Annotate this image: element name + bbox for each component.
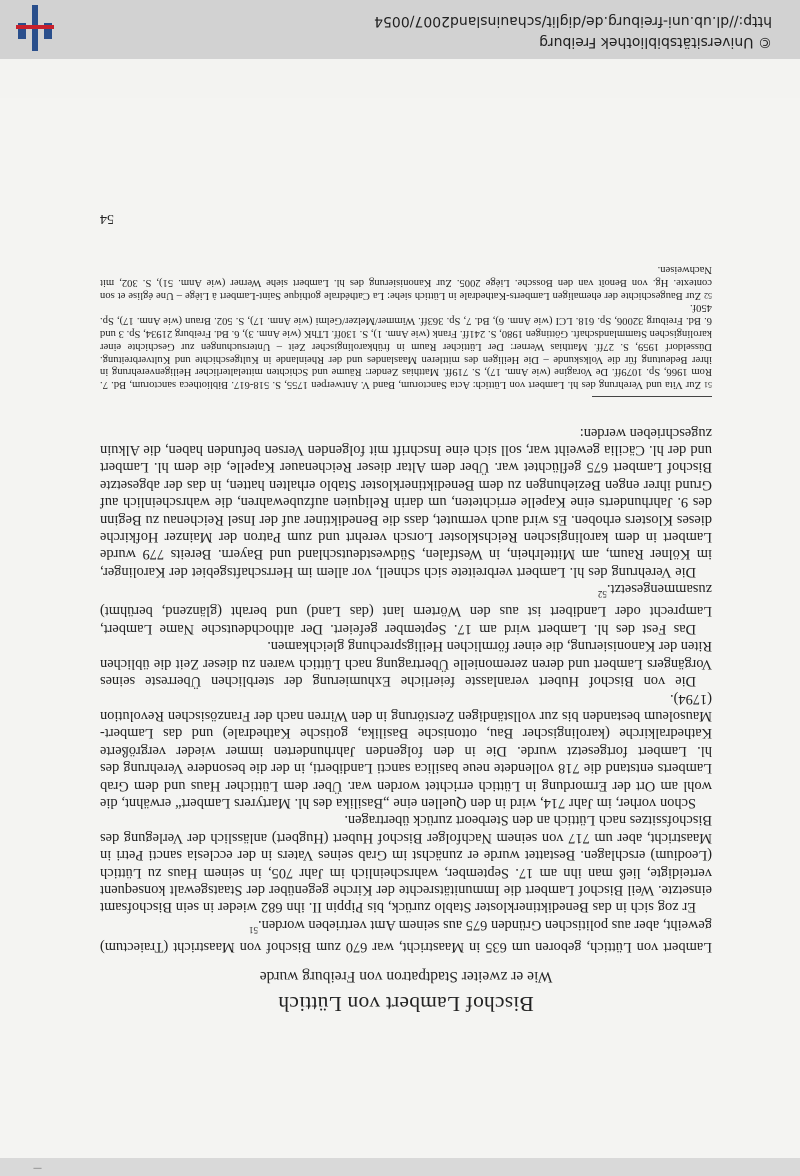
body-paragraph: Schon vorher, im Jahr 714, wird in den Quellen eine „Basilika des hl. Martyrers Lambert“ erwähnt, die wohl am Ort der Ermordung in Lüttich errichtet worden war. Über dem Lütticher Haus und dem Grab Lamberts entstand die 718 vollendete neue basilica sancti Landiberti, in der die besondere Verehrung des hl. Lambert fortgesetzt wurde. Die in den folgenden Jahrhunderten immer wieder vergrößerte Kathedralkirche (karolingischer Bau, ottonische Basilika, gotische Kathedrale) und das Lambert-Mausoleum bestanden bis zur vollständigen Zerstörung in den Wirren nach der Französischen Revolution (1794).: [100, 690, 712, 811]
logo-bar: [16, 25, 54, 29]
scanned-page: [0, 98, 800, 1158]
body-paragraph: Die Verehrung des hl. Lambert verbreitete sich schnell, vor allem im Herrschaftsgebiet der Karolinger, im Kölner Raum, am Mittelrhein, in Westfalen, Südwestdeutschland und Bayern. Bereits 779 wurde Lambert in dem karolingischen Reichskloster Lorsch verehrt und zum Patron der Mainzer Hofkirche dieses Klosters erhoben. Es wird auch vermutet, dass die Benediktiner auf der Insel Reichenau zu Beginn des 9. Jahrhunderts eine Kapelle errichteten, um darin Reliquien aufzubewahren, die wahrscheinlich auf Grund ihrer engen Beziehungen zu dem Benediktinerkloster Stablo erhalten hatten, in das der abgesetzte Bischof Lambert 675 geflüchtet war. Über dem Altar dieser Reichenauer Kapelle, die dem hl. Lambert und der hl. Cäcilia geweiht war, soll sich eine Inschrift mit folgenden Versen befunden haben, die Alkuin zugeschrieben werden:: [100, 424, 712, 580]
article-title: Bischof Lambert von Lüttich: [278, 992, 534, 1016]
viewer-top-bar: [0, 1158, 800, 1176]
page-content: [100, 210, 712, 1016]
footnote-ref-51: 51: [249, 924, 259, 935]
article-subtitle: Wie er zweiter Stadtpatron von Freiburg wurde: [259, 968, 553, 985]
footnote: $^{52}$Zur Baugeschichte der ehemaligen Lamberts-Kathedrale in Lüttich siehe: La Cathédrale gothique Saint-Lambert à Liège – Une église et son contexte. Hg. von Benoît van den Bossche. Liège 2005. Zur Kanonisierung des hl. Lambert siehe Werner (wie Anm. 51), S. 302, mit Nachweisen.: [100, 264, 712, 301]
body-paragraph: Lambert von Lüttich, geboren um 635 in Maastricht, war 670 zum Bischof von Maastricht (Traiectum) geweiht, aber aus politischen Gründen 675 aus seinem Amt vertrieben worden.$^{51}$: [100, 916, 712, 955]
footnote-divider: [592, 396, 712, 397]
viewer-marker: —: [33, 1163, 42, 1173]
body-paragraph: Das Fest des hl. Lambert wird am 17. September gefeiert. Der althochdeutsche Name Lambert, Lamprecht oder Landibert ist aus den Wörtern lant (das Land) und beraht (glänzend, berühmt) zusammengesetzt.$^{52}$: [100, 581, 712, 637]
footnote-number: 52: [704, 290, 712, 300]
footnote-number: 51: [704, 380, 712, 390]
footer-bar: [0, 0, 800, 59]
body-paragraph: Die von Bischof Hubert veranlasste feierliche Exhumierung der sterblichen Überreste seines Vorgängers Lambert und deren zeremonielle Übertragung nach Lüttich waren zu dieser Zeit die üblichen Riten der Kanonisierung, die einer förmlichen Heiligsprechung gleichkamen.: [100, 638, 712, 690]
copyright-text: © Universitätsbibliothek Freiburg: [539, 34, 772, 50]
ub-freiburg-logo-icon[interactable]: [10, 3, 58, 53]
page-number: 54: [100, 211, 114, 227]
permalink-url[interactable]: http://dl.ub.uni-freiburg.de/diglit/schauinsland2007/0054: [374, 13, 772, 29]
body-paragraph: Er zog sich in das Benediktinerkloster Stablo zurück, bis Pippin II. ihn 682 wieder in sein Bischofsamt einsetzte. Weil Bischof Lambert die Immunitätsrechte der Kirche gegenüber der Staatsgewalt konsequent verteidigte, ließ man ihn am 17. September, wahrscheinlich im Jahr 705, in seinem Haus zu Lüttich (Leodium) erschlagen. Bestattet wurde er zunächst im Grab seines Vaters in der ecclesia sancti Petri in Maastricht, aber um 717 von seinem Nachfolger Bischof Hubert (Hugbert) anlässlich der Verlegung des Bischofssitzes nach Lüttich an den Sterbeort zurück übertragen.: [100, 812, 712, 916]
footnote: $^{51}$Zur Vita und Verehrung des hl. Lambert von Lüttich: Acta Sanctorum, Band V. Antwerpen 1755, S. 518-617. Bibliotheca sanctorum, Bd. 7. Rom 1966, Sp. 1079ff. De Voragine (wie Anm. 17), S. 719ff. Matthias Zender: Räume und Schichten mittelalterlicher Heiligenverehrung in ihrer Bedeutung für die Volkskunde – Die Heiligen des mittleren Maaslandes und der Rheinlande in Kultgeschichte und Kultverbreitung. Düsseldorf 1959, S. 27ff. Matthias Werner: Der Lütticher Raum in frühkarolingischer Zeit – Untersuchungen zur Geschichte einer karolingischen Stammlandschaft. Göttingen 1980, S. 241ff. Frank (wie Anm. 1), S. 130ff. LThK (wie Anm. 3), 6. Bd. Freiburg 21934, Sp. 3 und 6. Bd. Freiburg 32006, Sp. 618. LCI (wie Anm. 6), Bd. 7, Sp. 363ff. Wimmer/Melzer/Gelmi (wie Anm. 17), S. 502. Braun (wie Anm. 17), Sp. 450f.: [100, 302, 712, 391]
footnote-ref-52: 52: [597, 589, 607, 600]
